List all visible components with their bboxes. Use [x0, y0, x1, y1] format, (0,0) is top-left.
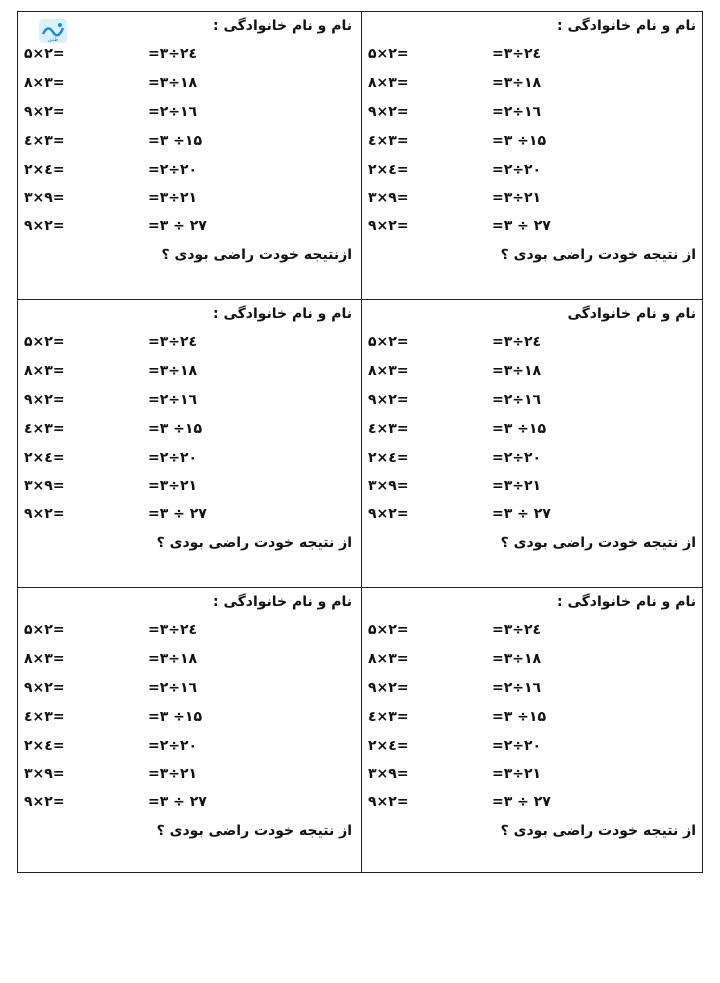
multiplication-problem: ۹×۲= — [368, 506, 409, 522]
multiplication-problem: ۲×٤= — [368, 738, 409, 754]
problem-row — [362, 766, 704, 786]
worksheet-card — [18, 588, 360, 875]
division-problem: =۳÷٢٤ — [148, 46, 198, 62]
division-problem: =۳÷١٨ — [492, 651, 542, 667]
problem-row — [362, 738, 704, 758]
satisfaction-question: از نتیجه خودت راضی بودی ؟ — [500, 247, 696, 263]
problem-row — [18, 421, 360, 441]
problem-row — [18, 450, 360, 470]
problem-row — [18, 363, 360, 383]
multiplication-problem: ۸×۳= — [24, 363, 65, 379]
name-label: نام و نام خانوادگی : — [556, 594, 696, 610]
problem-row — [362, 190, 704, 210]
multiplication-problem: ٤×۳= — [368, 421, 409, 437]
multiplication-problem: ٤×۳= — [24, 133, 65, 149]
multiplication-problem: ۲×٤= — [368, 162, 409, 178]
division-problem: =۳ ÷ ۲۷ — [492, 218, 551, 234]
problem-row — [18, 738, 360, 758]
multiplication-problem: ۸×۳= — [24, 651, 65, 667]
multiplication-problem: ۸×۳= — [368, 363, 409, 379]
division-problem: =۳ ÷١۵ — [492, 421, 546, 437]
multiplication-problem: ۹×۲= — [368, 104, 409, 120]
multiplication-problem: ۹×۲= — [24, 794, 65, 810]
satisfaction-question: از نتیجه خودت راضی بودی ؟ — [500, 823, 696, 839]
division-problem: =۳÷۲۱ — [492, 190, 542, 206]
multiplication-problem: ۹×۲= — [368, 392, 409, 408]
problem-row — [362, 478, 704, 498]
problem-row — [362, 421, 704, 441]
division-problem: =۳ ÷ ۲۷ — [148, 794, 207, 810]
multiplication-problem: ۵×۲= — [368, 622, 409, 638]
problem-row — [362, 794, 704, 814]
problem-row — [362, 334, 704, 354]
multiplication-problem: ٤×۳= — [24, 709, 65, 725]
division-problem: =۲÷١٦ — [148, 104, 198, 120]
problem-row — [362, 75, 704, 95]
multiplication-problem: ٤×۳= — [368, 709, 409, 725]
multiplication-problem: ۵×۲= — [24, 46, 65, 62]
problem-row — [362, 46, 704, 66]
division-problem: =۳ ÷ ۲۷ — [148, 218, 207, 234]
division-problem: =۳ ÷ ۲۷ — [492, 506, 551, 522]
multiplication-problem: ۵×۲= — [368, 46, 409, 62]
multiplication-problem: ٤×۳= — [368, 133, 409, 149]
multiplication-problem: ۲×٤= — [24, 162, 65, 178]
division-problem: =۲÷۲۰ — [492, 162, 542, 178]
name-label: نام و نام خانوادگی : — [212, 306, 352, 322]
division-problem: =۳÷۲۱ — [148, 190, 198, 206]
problem-row — [362, 622, 704, 642]
division-problem: =۲÷۲۰ — [492, 450, 542, 466]
problem-row — [362, 218, 704, 238]
division-problem: =۳÷١٨ — [148, 363, 198, 379]
division-problem: =۳ ÷١۵ — [148, 709, 202, 725]
worksheet-card — [362, 588, 704, 875]
name-label: نام و نام خانوادگی : — [556, 18, 696, 34]
division-problem: =۲÷۲۰ — [148, 738, 198, 754]
multiplication-problem: ۹×۲= — [24, 506, 65, 522]
worksheet-card — [18, 300, 360, 587]
division-problem: =۳÷١٨ — [492, 75, 542, 91]
problem-row — [362, 450, 704, 470]
worksheet-card — [362, 12, 704, 299]
division-problem: =۲÷۲۰ — [148, 450, 198, 466]
problem-row — [362, 392, 704, 412]
publisher-logo — [38, 18, 68, 44]
multiplication-problem: ۸×۳= — [24, 75, 65, 91]
multiplication-problem: ۵×۲= — [24, 334, 65, 350]
multiplication-problem: ۸×۳= — [368, 75, 409, 91]
problem-row — [18, 680, 360, 700]
problem-row — [18, 162, 360, 182]
satisfaction-question: از نتیجه خودت راضی بودی ؟ — [500, 535, 696, 551]
problem-row — [18, 104, 360, 124]
problem-row — [362, 506, 704, 526]
multiplication-problem: ۳×۹= — [24, 190, 65, 206]
division-problem: =۲÷۲۰ — [492, 738, 542, 754]
problem-row — [362, 162, 704, 182]
problem-row — [18, 218, 360, 238]
name-label: نام و نام خانوادگی : — [212, 18, 352, 34]
satisfaction-question: از نتیجه خودت راضی بودی ؟ — [156, 823, 352, 839]
division-problem: =۳÷۲۱ — [148, 478, 198, 494]
division-problem: =۳ ÷ ۲۷ — [148, 506, 207, 522]
multiplication-problem: ۲×٤= — [24, 738, 65, 754]
problem-row — [18, 766, 360, 786]
division-problem: =۳ ÷١۵ — [148, 421, 202, 437]
problem-row — [18, 478, 360, 498]
name-label: نام و نام خانوادگی : — [212, 594, 352, 610]
worksheet-card — [362, 300, 704, 587]
logo-text: طنین — [47, 37, 59, 43]
multiplication-problem: ۲×٤= — [368, 450, 409, 466]
division-problem: =۳÷٢٤ — [492, 622, 542, 638]
multiplication-problem: ۹×۲= — [368, 680, 409, 696]
problem-row — [362, 709, 704, 729]
multiplication-problem: ۹×۲= — [24, 392, 65, 408]
division-problem: =۳÷۲۱ — [492, 766, 542, 782]
multiplication-problem: ۳×۹= — [368, 766, 409, 782]
problem-row — [18, 190, 360, 210]
problem-row — [362, 363, 704, 383]
problem-row — [18, 334, 360, 354]
division-problem: =۳÷١٨ — [492, 363, 542, 379]
multiplication-problem: ۵×۲= — [24, 622, 65, 638]
problem-row — [18, 75, 360, 95]
division-problem: =۲÷١٦ — [148, 392, 198, 408]
division-problem: =۲÷١٦ — [492, 680, 542, 696]
division-problem: =۳ ÷١۵ — [492, 709, 546, 725]
problem-row — [18, 794, 360, 814]
multiplication-problem: ۳×۹= — [368, 478, 409, 494]
division-problem: =۳÷٢٤ — [148, 334, 198, 350]
division-problem: =۳÷٢٤ — [148, 622, 198, 638]
division-problem: =۳ ÷١۵ — [492, 133, 546, 149]
multiplication-problem: ۹×۲= — [368, 794, 409, 810]
division-problem: =۳ ÷١۵ — [148, 133, 202, 149]
multiplication-problem: ۹×۲= — [24, 104, 65, 120]
multiplication-problem: ۳×۹= — [24, 478, 65, 494]
division-problem: =۲÷١٦ — [492, 392, 542, 408]
worksheet-grid — [17, 11, 703, 873]
multiplication-problem: ٤×۳= — [24, 421, 65, 437]
problem-row — [18, 46, 360, 66]
problem-row — [18, 392, 360, 412]
multiplication-problem: ۲×٤= — [24, 450, 65, 466]
problem-row — [18, 651, 360, 671]
division-problem: =۳ ÷ ۲۷ — [492, 794, 551, 810]
satisfaction-question: از نتیجه خودت راضی بودی ؟ — [156, 535, 352, 551]
division-problem: =۳÷١٨ — [148, 651, 198, 667]
problem-row — [362, 104, 704, 124]
problem-row — [18, 506, 360, 526]
problem-row — [18, 133, 360, 153]
multiplication-problem: ۳×۹= — [24, 766, 65, 782]
multiplication-problem: ۹×۲= — [24, 680, 65, 696]
problem-row — [18, 622, 360, 642]
multiplication-problem: ۵×۲= — [368, 334, 409, 350]
problem-row — [362, 651, 704, 671]
problem-row — [362, 133, 704, 153]
division-problem: =۳÷١٨ — [148, 75, 198, 91]
worksheet-card — [18, 12, 360, 299]
division-problem: =۳÷٢٤ — [492, 334, 542, 350]
division-problem: =۳÷۲۱ — [148, 766, 198, 782]
division-problem: =۳÷۲۱ — [492, 478, 542, 494]
multiplication-problem: ۳×۹= — [368, 190, 409, 206]
division-problem: =۲÷۲۰ — [148, 162, 198, 178]
problem-row — [362, 680, 704, 700]
multiplication-problem: ۹×۲= — [24, 218, 65, 234]
problem-row — [18, 709, 360, 729]
satisfaction-question: ازنتیجه خودت راضی بودی ؟ — [161, 247, 352, 263]
division-problem: =۲÷١٦ — [148, 680, 198, 696]
division-problem: =۲÷١٦ — [492, 104, 542, 120]
multiplication-problem: ۸×۳= — [368, 651, 409, 667]
multiplication-problem: ۹×۲= — [368, 218, 409, 234]
division-problem: =۳÷٢٤ — [492, 46, 542, 62]
name-label: نام و نام خانوادگی — [567, 306, 696, 322]
